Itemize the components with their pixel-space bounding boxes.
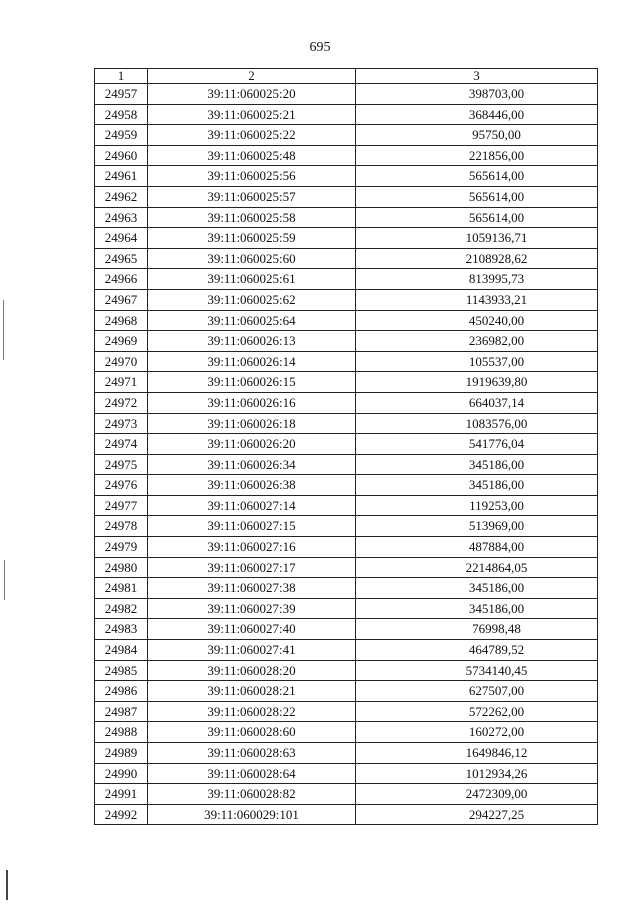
value-cell: 1143933,21	[356, 289, 598, 310]
cadastral-number-cell: 39:11:060026:18	[148, 413, 356, 434]
column-header-1: 1	[95, 69, 148, 84]
value-cell: 5734140,45	[356, 660, 598, 681]
cadastral-number-cell: 39:11:060026:16	[148, 392, 356, 413]
table-row	[95, 310, 598, 331]
cadastral-number-cell: 39:11:060026:34	[148, 454, 356, 475]
row-number-cell: 24961	[95, 166, 148, 187]
row-number-cell: 24978	[95, 516, 148, 537]
value-cell: 565614,00	[356, 166, 598, 187]
row-number-cell: 24966	[95, 269, 148, 290]
row-number-cell: 24965	[95, 248, 148, 269]
cadastral-number-cell: 39:11:060027:41	[148, 640, 356, 661]
cadastral-number-cell: 39:11:060025:64	[148, 310, 356, 331]
row-number-cell: 24963	[95, 207, 148, 228]
table-row	[95, 495, 598, 516]
cadastral-number-cell: 39:11:060027:17	[148, 557, 356, 578]
row-number-cell: 24980	[95, 557, 148, 578]
cadastral-number-cell: 39:11:060026:13	[148, 331, 356, 352]
row-number-cell: 24987	[95, 701, 148, 722]
value-cell: 1012934,26	[356, 763, 598, 784]
row-number-cell: 24979	[95, 537, 148, 558]
table-row	[95, 681, 598, 702]
table-row	[95, 104, 598, 125]
cadastral-number-cell: 39:11:060025:61	[148, 269, 356, 290]
value-cell: 2214864,05	[356, 557, 598, 578]
cadastral-number-cell: 39:11:060027:40	[148, 619, 356, 640]
cadastral-number-cell: 39:11:060026:15	[148, 372, 356, 393]
table-row	[95, 228, 598, 249]
table-row	[95, 763, 598, 784]
table-row	[95, 372, 598, 393]
cadastral-number-cell: 39:11:060026:38	[148, 475, 356, 496]
table-row	[95, 619, 598, 640]
cadastral-number-cell: 39:11:060025:21	[148, 104, 356, 125]
cadastral-number-cell: 39:11:060025:59	[148, 228, 356, 249]
cadastral-number-cell: 39:11:060027:38	[148, 578, 356, 599]
row-number-cell: 24990	[95, 763, 148, 784]
cadastral-number-cell: 39:11:060025:20	[148, 84, 356, 105]
cadastral-number-cell: 39:11:060025:62	[148, 289, 356, 310]
table-row	[95, 454, 598, 475]
value-cell: 119253,00	[356, 495, 598, 516]
value-cell: 664037,14	[356, 392, 598, 413]
value-cell: 294227,25	[356, 804, 598, 825]
value-cell: 160272,00	[356, 722, 598, 743]
table-row	[95, 578, 598, 599]
cadastral-number-cell: 39:11:060028:60	[148, 722, 356, 743]
cadastral-number-cell: 39:11:060027:15	[148, 516, 356, 537]
table-row	[95, 269, 598, 290]
cadastral-number-cell: 39:11:060028:64	[148, 763, 356, 784]
row-number-cell: 24971	[95, 372, 148, 393]
table-row	[95, 125, 598, 146]
cadastral-number-cell: 39:11:060025:22	[148, 125, 356, 146]
row-number-cell: 24976	[95, 475, 148, 496]
row-number-cell: 24967	[95, 289, 148, 310]
row-number-cell: 24983	[95, 619, 148, 640]
table-row	[95, 186, 598, 207]
row-number-cell: 24989	[95, 743, 148, 764]
value-cell: 627507,00	[356, 681, 598, 702]
value-cell: 565614,00	[356, 186, 598, 207]
row-number-cell: 24970	[95, 351, 148, 372]
row-number-cell: 24972	[95, 392, 148, 413]
value-cell: 345186,00	[356, 475, 598, 496]
row-number-cell: 24982	[95, 598, 148, 619]
table-row	[95, 537, 598, 558]
value-cell: 1649846,12	[356, 743, 598, 764]
table-row	[95, 392, 598, 413]
row-number-cell: 24957	[95, 84, 148, 105]
value-cell: 2108928,62	[356, 248, 598, 269]
row-number-cell: 24969	[95, 331, 148, 352]
table-row	[95, 289, 598, 310]
row-number-cell: 24988	[95, 722, 148, 743]
row-number-cell: 24959	[95, 125, 148, 146]
cadastral-number-cell: 39:11:060026:14	[148, 351, 356, 372]
cadastral-number-cell: 39:11:060028:63	[148, 743, 356, 764]
row-number-cell: 24985	[95, 660, 148, 681]
row-number-cell: 24968	[95, 310, 148, 331]
table-row	[95, 207, 598, 228]
row-number-cell: 24977	[95, 495, 148, 516]
value-cell: 1919639,80	[356, 372, 598, 393]
table-row	[95, 351, 598, 372]
column-header-3: 3	[356, 69, 598, 84]
table-row	[95, 434, 598, 455]
column-header-2: 2	[148, 69, 356, 84]
row-number-cell: 24964	[95, 228, 148, 249]
table-row	[95, 475, 598, 496]
table-row	[95, 145, 598, 166]
value-cell: 105537,00	[356, 351, 598, 372]
cadastral-number-cell: 39:11:060027:39	[148, 598, 356, 619]
table-row	[95, 640, 598, 661]
cadastral-number-cell: 39:11:060026:20	[148, 434, 356, 455]
table-row	[95, 701, 598, 722]
value-cell: 487884,00	[356, 537, 598, 558]
value-cell: 236982,00	[356, 331, 598, 352]
value-cell: 368446,00	[356, 104, 598, 125]
table-row	[95, 660, 598, 681]
row-number-cell: 24991	[95, 784, 148, 805]
page-number: 695	[309, 40, 331, 55]
row-number-cell: 24974	[95, 434, 148, 455]
table-row	[95, 516, 598, 537]
margin-mark	[3, 300, 4, 360]
value-cell: 813995,73	[356, 269, 598, 290]
row-number-cell: 24973	[95, 413, 148, 434]
value-cell: 572262,00	[356, 701, 598, 722]
cadastral-number-cell: 39:11:060027:16	[148, 537, 356, 558]
row-number-cell: 24960	[95, 145, 148, 166]
row-number-cell: 24962	[95, 186, 148, 207]
cadastral-value-table	[94, 68, 598, 825]
cadastral-number-cell: 39:11:060028:21	[148, 681, 356, 702]
table-body	[95, 84, 598, 825]
value-cell: 1059136,71	[356, 228, 598, 249]
row-number-cell: 24981	[95, 578, 148, 599]
cadastral-number-cell: 39:11:060028:82	[148, 784, 356, 805]
table-row	[95, 248, 598, 269]
value-cell: 345186,00	[356, 598, 598, 619]
cadastral-number-cell: 39:11:060029:101	[148, 804, 356, 825]
value-cell: 541776,04	[356, 434, 598, 455]
margin-mark	[6, 870, 8, 900]
table-row	[95, 743, 598, 764]
cadastral-number-cell: 39:11:060025:60	[148, 248, 356, 269]
value-cell: 95750,00	[356, 125, 598, 146]
cadastral-number-cell: 39:11:060025:58	[148, 207, 356, 228]
table-row	[95, 557, 598, 578]
value-cell: 76998,48	[356, 619, 598, 640]
table-row	[95, 804, 598, 825]
row-number-cell: 24984	[95, 640, 148, 661]
value-cell: 513969,00	[356, 516, 598, 537]
cadastral-number-cell: 39:11:060025:48	[148, 145, 356, 166]
value-cell: 345186,00	[356, 454, 598, 475]
margin-mark	[4, 560, 5, 600]
table-header-row	[95, 69, 598, 84]
table-row	[95, 166, 598, 187]
table-row	[95, 331, 598, 352]
cadastral-number-cell: 39:11:060025:56	[148, 166, 356, 187]
row-number-cell: 24958	[95, 104, 148, 125]
table-row	[95, 413, 598, 434]
cadastral-number-cell: 39:11:060028:20	[148, 660, 356, 681]
table-row	[95, 84, 598, 105]
row-number-cell: 24992	[95, 804, 148, 825]
value-cell: 1083576,00	[356, 413, 598, 434]
cadastral-number-cell: 39:11:060028:22	[148, 701, 356, 722]
value-cell: 398703,00	[356, 84, 598, 105]
cadastral-number-cell: 39:11:060027:14	[148, 495, 356, 516]
row-number-cell: 24986	[95, 681, 148, 702]
value-cell: 565614,00	[356, 207, 598, 228]
value-cell: 450240,00	[356, 310, 598, 331]
table-row	[95, 784, 598, 805]
value-cell: 464789,52	[356, 640, 598, 661]
value-cell: 221856,00	[356, 145, 598, 166]
row-number-cell: 24975	[95, 454, 148, 475]
cadastral-number-cell: 39:11:060025:57	[148, 186, 356, 207]
value-cell: 2472309,00	[356, 784, 598, 805]
table-row	[95, 598, 598, 619]
value-cell: 345186,00	[356, 578, 598, 599]
table-row	[95, 722, 598, 743]
